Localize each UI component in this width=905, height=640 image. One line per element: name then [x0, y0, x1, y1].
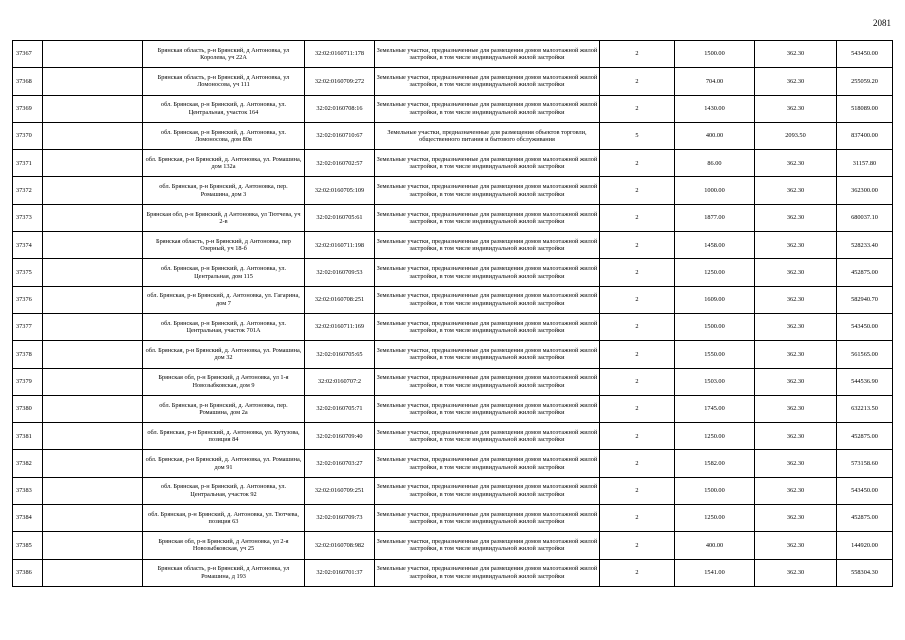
specific-value-cell: 362.30 — [755, 395, 837, 422]
group-number-cell: 2 — [600, 177, 675, 204]
address-cell: обл. Брянская, р-н Брянский, д. Антоновка, ул. Ромашина, дом 91 — [143, 450, 305, 477]
row-number-cell: 37377 — [13, 313, 43, 340]
group-number-cell: 5 — [600, 122, 675, 149]
cadastral-value-cell: 543450.00 — [837, 477, 893, 504]
blank-cell — [43, 368, 143, 395]
area-cell: 400.00 — [675, 532, 755, 559]
land-use-purpose-cell: Земельные участки, предназначенные для размещения домов малоэтажной жилой застройки, в том числе индивидуальной жилой застройки — [375, 68, 600, 95]
table-row — [13, 477, 893, 504]
address-cell: обл. Брянская, р-н Брянский, д. Антоновка, ул. Гагарина, дом 7 — [143, 286, 305, 313]
table-row — [13, 204, 893, 231]
blank-cell — [43, 423, 143, 450]
cadastral-number-cell: 32:02:0160705:109 — [305, 177, 375, 204]
specific-value-cell: 2093.50 — [755, 122, 837, 149]
cadastral-number-cell: 32:02:0160701:37 — [305, 559, 375, 586]
address-cell: Брянская обл, р-н Брянский, д Антоновка, ул 1-я Новозыбковская, дом 9 — [143, 368, 305, 395]
cadastral-value-cell: 362300.00 — [837, 177, 893, 204]
address-cell: обл. Брянская, р-н Брянский, д. Антоновка, ул. Ромашина, дом 132а — [143, 150, 305, 177]
blank-cell — [43, 477, 143, 504]
address-cell: обл. Брянская, р-н Брянский, д. Антоновка, ул. Центральная, участок 164 — [143, 95, 305, 122]
area-cell: 1503.00 — [675, 368, 755, 395]
specific-value-cell: 362.30 — [755, 204, 837, 231]
specific-value-cell: 362.30 — [755, 41, 837, 68]
cadastral-number-cell: 32:02:0160708:16 — [305, 95, 375, 122]
table-row — [13, 177, 893, 204]
table-row — [13, 41, 893, 68]
address-cell: Брянская обл, р-н Брянский, д Антоновка, ул 2-я Новозыбковская, уч 25 — [143, 532, 305, 559]
row-number-cell: 37378 — [13, 341, 43, 368]
group-number-cell: 2 — [600, 259, 675, 286]
group-number-cell: 2 — [600, 450, 675, 477]
specific-value-cell: 362.30 — [755, 68, 837, 95]
table-row — [13, 95, 893, 122]
cadastral-number-cell: 32:02:0160708:251 — [305, 286, 375, 313]
group-number-cell: 2 — [600, 341, 675, 368]
row-number-cell: 37375 — [13, 259, 43, 286]
row-number-cell: 37382 — [13, 450, 43, 477]
address-cell: Брянская обл, р-н Брянский, д Антоновка, ул Тютчева, уч 2-в — [143, 204, 305, 231]
cadastral-value-cell: 543450.00 — [837, 41, 893, 68]
table-body — [13, 41, 893, 587]
table-row — [13, 423, 893, 450]
table-row — [13, 395, 893, 422]
table-row — [13, 122, 893, 149]
specific-value-cell: 362.30 — [755, 259, 837, 286]
row-number-cell: 37385 — [13, 532, 43, 559]
row-number-cell: 37370 — [13, 122, 43, 149]
table-row — [13, 505, 893, 532]
cadastral-number-cell: 32:02:0160705:65 — [305, 341, 375, 368]
land-use-purpose-cell: Земельные участки, предназначенные для размещения домов малоэтажной жилой застройки, в том числе индивидуальной жилой застройки — [375, 204, 600, 231]
group-number-cell: 2 — [600, 41, 675, 68]
area-cell: 1745.00 — [675, 395, 755, 422]
table-row — [13, 68, 893, 95]
land-use-purpose-cell: Земельные участки, предназначенные для размещения объектов торговли, общественного питания и бытового обслуживания — [375, 122, 600, 149]
area-cell: 1582.00 — [675, 450, 755, 477]
group-number-cell: 2 — [600, 95, 675, 122]
row-number-cell: 37384 — [13, 505, 43, 532]
specific-value-cell: 362.30 — [755, 368, 837, 395]
cadastral-number-cell: 32:02:0160711:169 — [305, 313, 375, 340]
cadastral-number-cell: 32:02:0160703:27 — [305, 450, 375, 477]
table-row — [13, 532, 893, 559]
group-number-cell: 2 — [600, 423, 675, 450]
cadastral-value-cell: 632213.50 — [837, 395, 893, 422]
land-use-purpose-cell: Земельные участки, предназначенные для размещения домов малоэтажной жилой застройки, в том числе индивидуальной жилой застройки — [375, 177, 600, 204]
table-row — [13, 313, 893, 340]
specific-value-cell: 362.30 — [755, 477, 837, 504]
area-cell: 1000.00 — [675, 177, 755, 204]
area-cell: 400.00 — [675, 122, 755, 149]
cadastral-number-cell: 32:02:0160709:53 — [305, 259, 375, 286]
cadastral-value-cell: 582940.70 — [837, 286, 893, 313]
land-use-purpose-cell: Земельные участки, предназначенные для размещения домов малоэтажной жилой застройки, в том числе индивидуальной жилой застройки — [375, 259, 600, 286]
table-row — [13, 368, 893, 395]
group-number-cell: 2 — [600, 68, 675, 95]
land-use-purpose-cell: Земельные участки, предназначенные для размещения домов малоэтажной жилой застройки, в том числе индивидуальной жилой застройки — [375, 150, 600, 177]
cadastral-value-cell: 452875.00 — [837, 259, 893, 286]
land-use-purpose-cell: Земельные участки, предназначенные для размещения домов малоэтажной жилой застройки, в том числе индивидуальной жилой застройки — [375, 95, 600, 122]
group-number-cell: 2 — [600, 232, 675, 259]
blank-cell — [43, 95, 143, 122]
area-cell: 1550.00 — [675, 341, 755, 368]
blank-cell — [43, 286, 143, 313]
cadastral-value-cell: 837400.00 — [837, 122, 893, 149]
cadastral-value-cell: 452875.00 — [837, 423, 893, 450]
group-number-cell: 2 — [600, 368, 675, 395]
address-cell: Брянская область, р-н Брянский, д Антоновка, ул Ломоносова, уч 111 — [143, 68, 305, 95]
area-cell: 1430.00 — [675, 95, 755, 122]
specific-value-cell: 362.30 — [755, 505, 837, 532]
blank-cell — [43, 232, 143, 259]
address-cell: обл. Брянская, р-н Брянский, д. Антоновка, ул. Кутузова, позиция 84 — [143, 423, 305, 450]
row-number-cell: 37376 — [13, 286, 43, 313]
area-cell: 1877.00 — [675, 204, 755, 231]
row-number-cell: 37369 — [13, 95, 43, 122]
table-row — [13, 559, 893, 586]
blank-cell — [43, 177, 143, 204]
cadastral-number-cell: 32:02:0160710:67 — [305, 122, 375, 149]
group-number-cell: 2 — [600, 286, 675, 313]
cadastral-value-table — [12, 40, 893, 587]
row-number-cell: 37379 — [13, 368, 43, 395]
group-number-cell: 2 — [600, 313, 675, 340]
specific-value-cell: 362.30 — [755, 532, 837, 559]
land-use-purpose-cell: Земельные участки, предназначенные для размещения домов малоэтажной жилой застройки, в том числе индивидуальной жилой застройки — [375, 41, 600, 68]
blank-cell — [43, 150, 143, 177]
area-cell: 86.00 — [675, 150, 755, 177]
specific-value-cell: 362.30 — [755, 177, 837, 204]
group-number-cell: 2 — [600, 559, 675, 586]
cadastral-number-cell: 32:02:0160709:251 — [305, 477, 375, 504]
cadastral-number-cell: 32:02:0160709:73 — [305, 505, 375, 532]
land-use-purpose-cell: Земельные участки, предназначенные для размещения домов малоэтажной жилой застройки, в том числе индивидуальной жилой застройки — [375, 532, 600, 559]
cadastral-value-cell: 558304.30 — [837, 559, 893, 586]
row-number-cell: 37373 — [13, 204, 43, 231]
table-row — [13, 450, 893, 477]
area-cell: 1250.00 — [675, 505, 755, 532]
cadastral-number-cell: 32:02:0160705:61 — [305, 204, 375, 231]
cadastral-value-cell: 680037.10 — [837, 204, 893, 231]
cadastral-value-cell: 573158.60 — [837, 450, 893, 477]
cadastral-number-cell: 32:02:0160707:2 — [305, 368, 375, 395]
cadastral-number-cell: 32:02:0160711:178 — [305, 41, 375, 68]
land-use-purpose-cell: Земельные участки, предназначенные для размещения домов малоэтажной жилой застройки, в том числе индивидуальной жилой застройки — [375, 313, 600, 340]
cadastral-number-cell: 32:02:0160709:40 — [305, 423, 375, 450]
address-cell: обл. Брянская, р-н Брянский, д. Антоновка, ул. Центральная, участок 92 — [143, 477, 305, 504]
row-number-cell: 37372 — [13, 177, 43, 204]
specific-value-cell: 362.30 — [755, 95, 837, 122]
group-number-cell: 2 — [600, 477, 675, 504]
address-cell: обл. Брянская, р-н Брянский, д. Антоновка, ул. Тютчева, позиция 63 — [143, 505, 305, 532]
blank-cell — [43, 313, 143, 340]
cadastral-number-cell: 32:02:0160711:198 — [305, 232, 375, 259]
land-use-purpose-cell: Земельные участки, предназначенные для размещения домов малоэтажной жилой застройки, в том числе индивидуальной жилой застройки — [375, 477, 600, 504]
table-row — [13, 341, 893, 368]
land-use-purpose-cell: Земельные участки, предназначенные для размещения домов малоэтажной жилой застройки, в том числе индивидуальной жилой застройки — [375, 423, 600, 450]
blank-cell — [43, 559, 143, 586]
cadastral-value-cell: 544536.90 — [837, 368, 893, 395]
address-cell: Брянская область, р-н Брянский, д Антоновка, ул Ромашина, д 193 — [143, 559, 305, 586]
blank-cell — [43, 341, 143, 368]
blank-cell — [43, 395, 143, 422]
specific-value-cell: 362.30 — [755, 450, 837, 477]
specific-value-cell: 362.30 — [755, 232, 837, 259]
blank-cell — [43, 450, 143, 477]
page-number: 2081 — [873, 18, 891, 28]
cadastral-number-cell: 32:02:0160708:982 — [305, 532, 375, 559]
cadastral-value-cell: 31157.80 — [837, 150, 893, 177]
table-row — [13, 259, 893, 286]
specific-value-cell: 362.30 — [755, 559, 837, 586]
blank-cell — [43, 505, 143, 532]
row-number-cell: 37381 — [13, 423, 43, 450]
cadastral-value-cell: 543450.00 — [837, 313, 893, 340]
row-number-cell: 37383 — [13, 477, 43, 504]
blank-cell — [43, 68, 143, 95]
address-cell: обл. Брянская, р-н Брянский, д. Антоновка, ул. Центральная, дом 115 — [143, 259, 305, 286]
address-cell: Брянская область, р-н Брянский, д Антоновка, пер Озерный, уч 18-б — [143, 232, 305, 259]
land-use-purpose-cell: Земельные участки, предназначенные для размещения домов малоэтажной жилой застройки, в том числе индивидуальной жилой застройки — [375, 368, 600, 395]
specific-value-cell: 362.30 — [755, 341, 837, 368]
row-number-cell: 37374 — [13, 232, 43, 259]
area-cell: 704.00 — [675, 68, 755, 95]
land-use-purpose-cell: Земельные участки, предназначенные для размещения домов малоэтажной жилой застройки, в том числе индивидуальной жилой застройки — [375, 505, 600, 532]
address-cell: обл. Брянская, р-н Брянский, д. Антоновка, пер. Ромашина, дом 2а — [143, 395, 305, 422]
table-row — [13, 150, 893, 177]
cadastral-number-cell: 32:02:0160705:71 — [305, 395, 375, 422]
land-use-purpose-cell: Земельные участки, предназначенные для размещения домов малоэтажной жилой застройки, в том числе индивидуальной жилой застройки — [375, 232, 600, 259]
specific-value-cell: 362.30 — [755, 313, 837, 340]
area-cell: 1250.00 — [675, 423, 755, 450]
area-cell: 1500.00 — [675, 41, 755, 68]
land-use-purpose-cell: Земельные участки, предназначенные для размещения домов малоэтажной жилой застройки, в том числе индивидуальной жилой застройки — [375, 286, 600, 313]
row-number-cell: 37380 — [13, 395, 43, 422]
land-use-purpose-cell: Земельные участки, предназначенные для размещения домов малоэтажной жилой застройки, в том числе индивидуальной жилой застройки — [375, 559, 600, 586]
cadastral-value-cell: 144920.00 — [837, 532, 893, 559]
table-row — [13, 232, 893, 259]
cadastral-value-cell: 561565.00 — [837, 341, 893, 368]
cadastral-number-cell: 32:02:0160709:272 — [305, 68, 375, 95]
group-number-cell: 2 — [600, 395, 675, 422]
land-use-purpose-cell: Земельные участки, предназначенные для размещения домов малоэтажной жилой застройки, в том числе индивидуальной жилой застройки — [375, 450, 600, 477]
address-cell: Брянская область, р-н Брянский, д Антоновка, ул Королева, уч 22А — [143, 41, 305, 68]
specific-value-cell: 362.30 — [755, 423, 837, 450]
blank-cell — [43, 532, 143, 559]
blank-cell — [43, 41, 143, 68]
address-cell: обл. Брянская, р-н Брянский, д. Антоновка, ул. Центральная, участок 701А — [143, 313, 305, 340]
cadastral-value-cell: 452875.00 — [837, 505, 893, 532]
group-number-cell: 2 — [600, 150, 675, 177]
cadastral-value-cell: 528233.40 — [837, 232, 893, 259]
address-cell: обл. Брянская, р-н Брянский, д. Антоновка, ул. Ромашина, дом 32 — [143, 341, 305, 368]
blank-cell — [43, 122, 143, 149]
blank-cell — [43, 259, 143, 286]
group-number-cell: 2 — [600, 204, 675, 231]
specific-value-cell: 362.30 — [755, 286, 837, 313]
group-number-cell: 2 — [600, 505, 675, 532]
row-number-cell: 37368 — [13, 68, 43, 95]
area-cell: 1458.00 — [675, 232, 755, 259]
area-cell: 1500.00 — [675, 477, 755, 504]
cadastral-value-cell: 255059.20 — [837, 68, 893, 95]
cadastral-value-cell: 518089.00 — [837, 95, 893, 122]
blank-cell — [43, 204, 143, 231]
row-number-cell: 37371 — [13, 150, 43, 177]
cadastral-number-cell: 32:02:0160702:57 — [305, 150, 375, 177]
row-number-cell: 37386 — [13, 559, 43, 586]
table-row — [13, 286, 893, 313]
address-cell: обл. Брянская, р-н Брянский, д. Антоновка, пер. Ромашина, дом 3 — [143, 177, 305, 204]
address-cell: обл. Брянская, р-н Брянский, д. Антоновка, ул. Ломоносова, дом 80в — [143, 122, 305, 149]
area-cell: 1609.00 — [675, 286, 755, 313]
row-number-cell: 37367 — [13, 41, 43, 68]
land-use-purpose-cell: Земельные участки, предназначенные для размещения домов малоэтажной жилой застройки, в том числе индивидуальной жилой застройки — [375, 395, 600, 422]
specific-value-cell: 362.30 — [755, 150, 837, 177]
area-cell: 1541.00 — [675, 559, 755, 586]
area-cell: 1250.00 — [675, 259, 755, 286]
area-cell: 1500.00 — [675, 313, 755, 340]
group-number-cell: 2 — [600, 532, 675, 559]
land-use-purpose-cell: Земельные участки, предназначенные для размещения домов малоэтажной жилой застройки, в том числе индивидуальной жилой застройки — [375, 341, 600, 368]
